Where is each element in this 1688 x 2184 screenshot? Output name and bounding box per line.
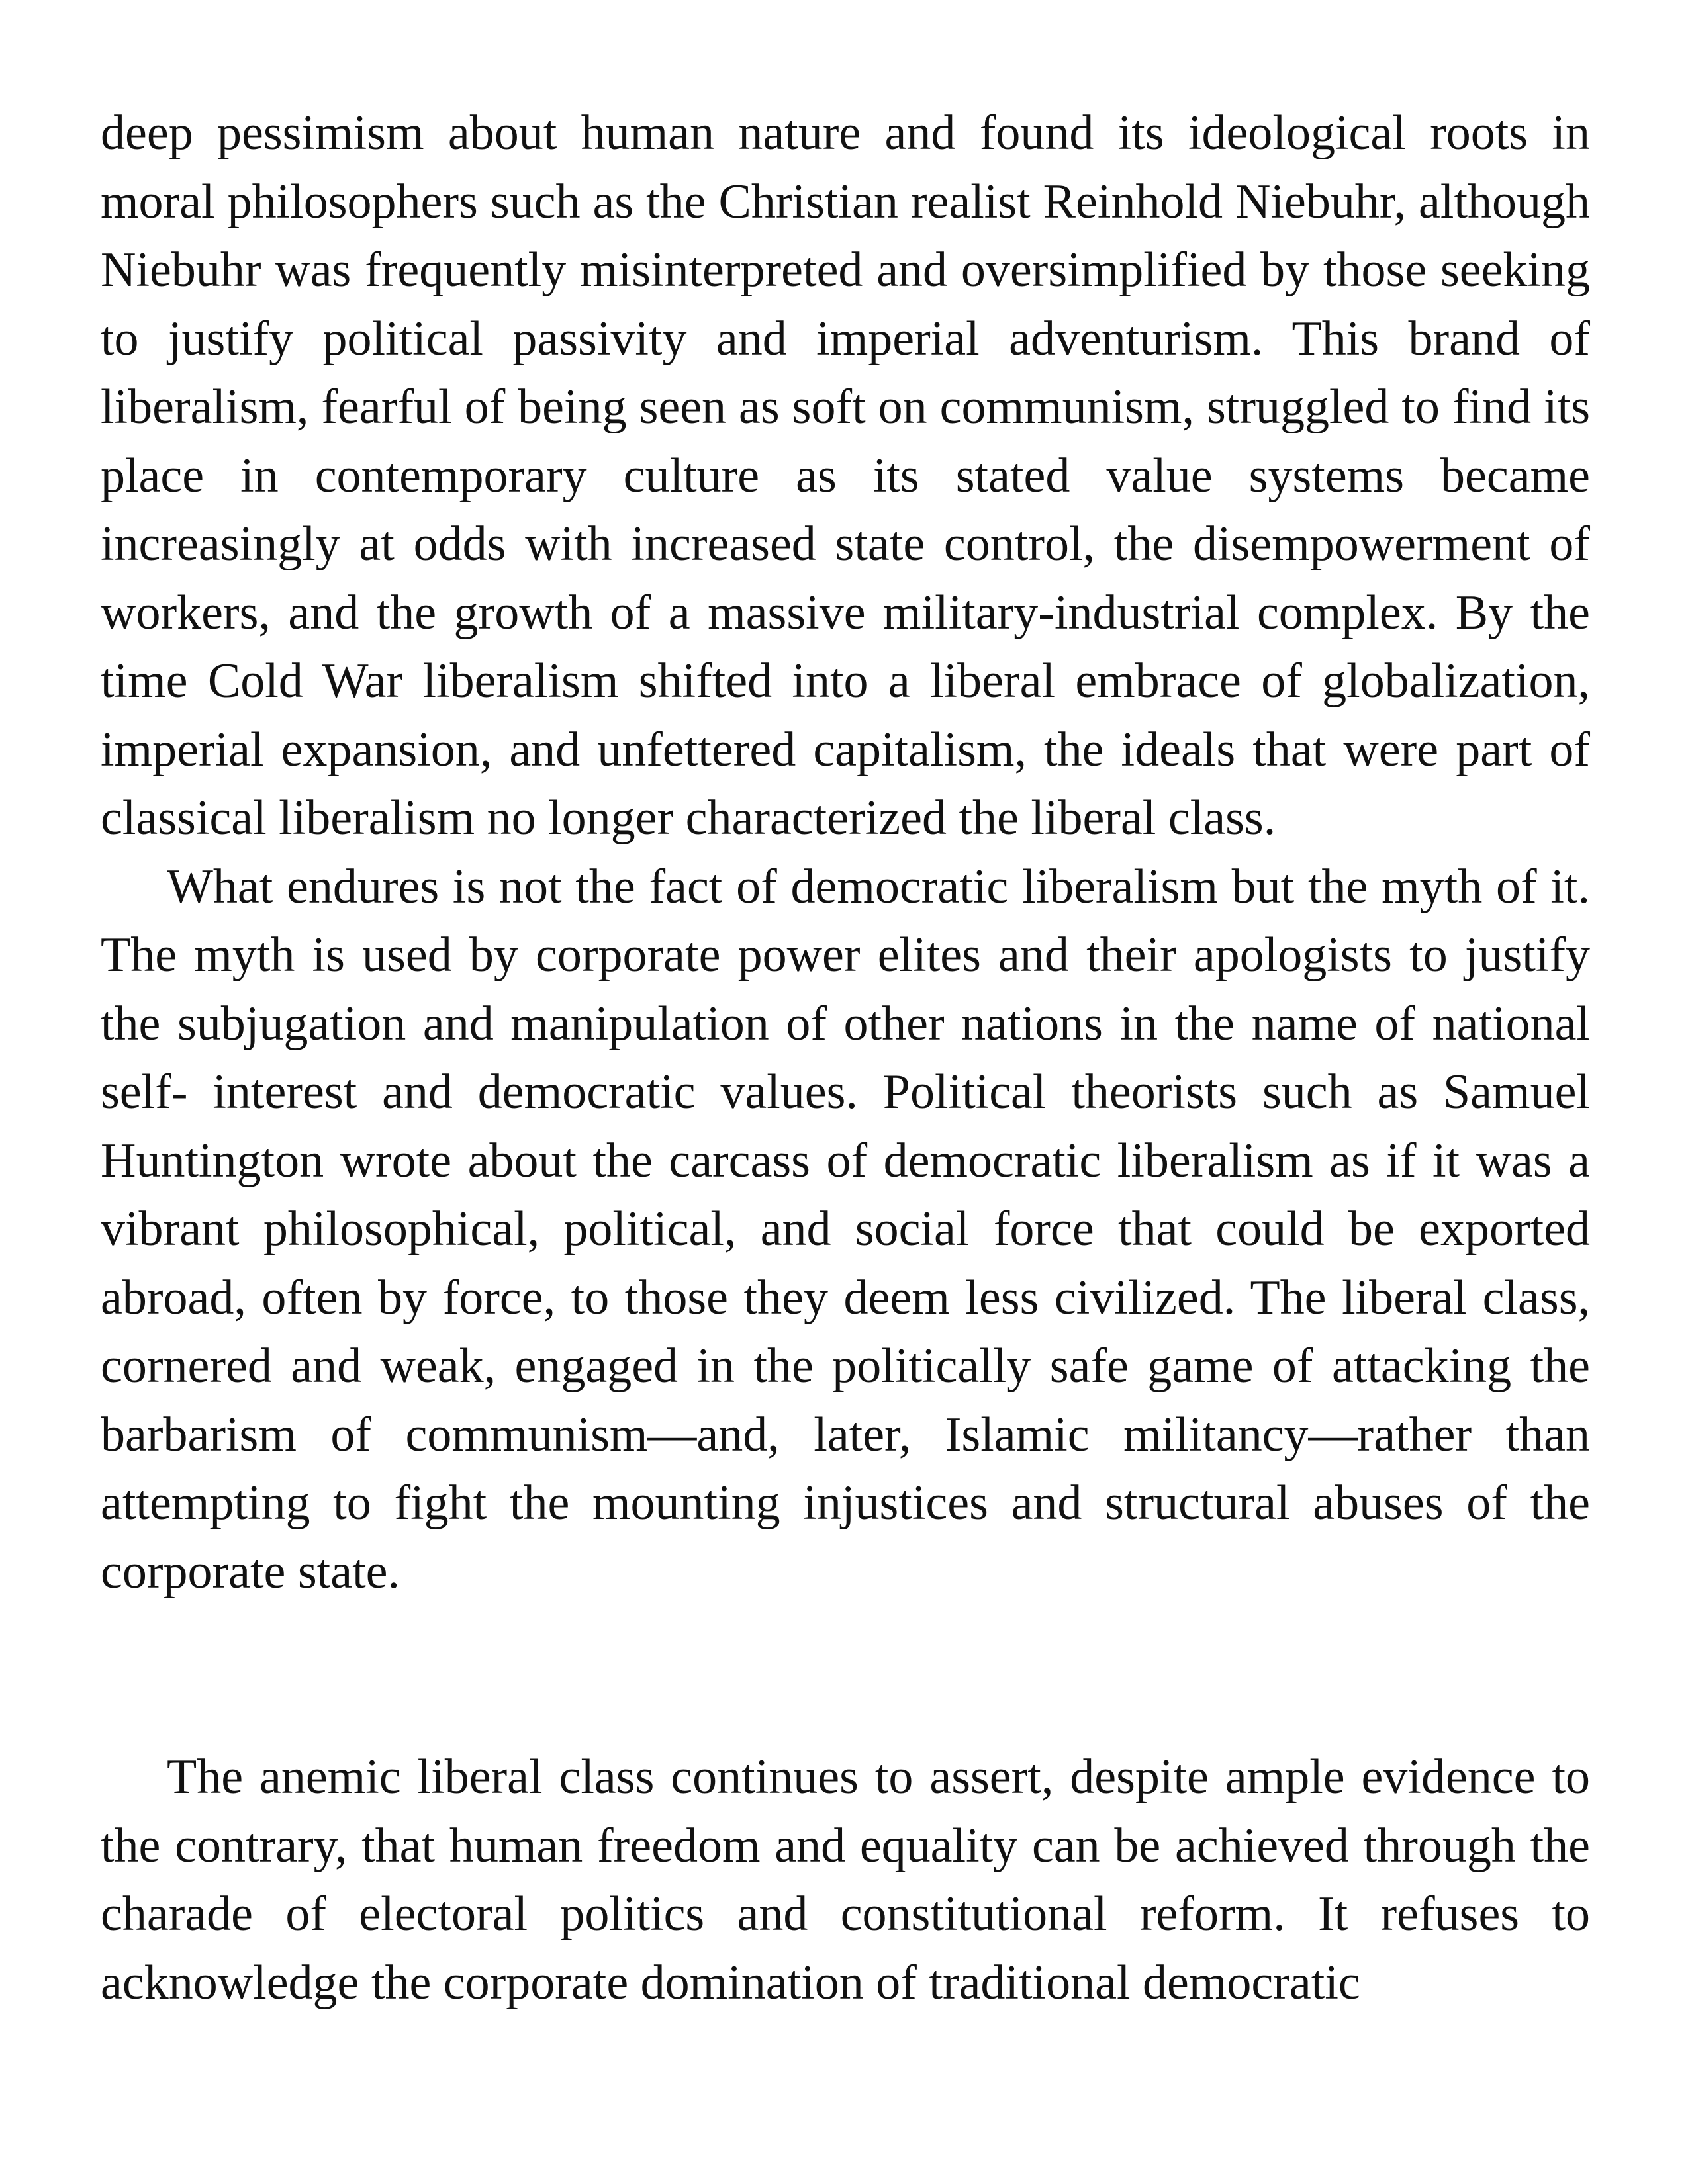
paragraph-continued: deep pessimism about human nature and found its ideological roots in moral philosophers such as the Christian realist Reinhold Niebuhr, although Niebuhr was frequently misinterpreted and oversimplified by those seeking to justify political passivity and imperial adventurism. This brand of liberalism, fearful of being seen as soft on communism, struggled to find its place in contemporary culture as its stated value systems became increasingly at odds with increased state control, the disempowerment of workers, and the growth of a massive military-industrial complex. By the time Cold War liberalism shifted into a liberal embrace of globalization, imperial expansion, and unfettered capitalism, the ideals that were part of classical liberalism no longer characterized the liberal class.: [101, 106, 1590, 845]
paragraph-anemic-liberal-class: The anemic liberal class continues to assert, despite ample evidence to the contrary, that human freedom and equality can be achieved through the charade of electoral politics and constitutional reform. It refuses to acknowledge the corporate domination of traditional democratic: [101, 1750, 1590, 2010]
document-page: [101, 99, 1590, 2017]
paragraph-democratic-liberalism-myth: What endures is not the fact of democratic liberalism but the myth of it. The myth is used by corporate power elites and their apologists to justify the subjugation and manipulation of other nations in the name of national self- interest and democratic values. Political theorists such as Samuel Huntington wrote about the carcass of democratic liberalism as if it was a vibrant philosophical, political, and social force that could be exported abroad, often by force, to those they deem less civilized. The liberal class, cornered and weak, engaged in the politically safe game of attacking the barbarism of communism—and, later, Islamic militancy—rather than attempting to fight the mounting injustices and structural abuses of the corporate state.: [101, 859, 1590, 1599]
